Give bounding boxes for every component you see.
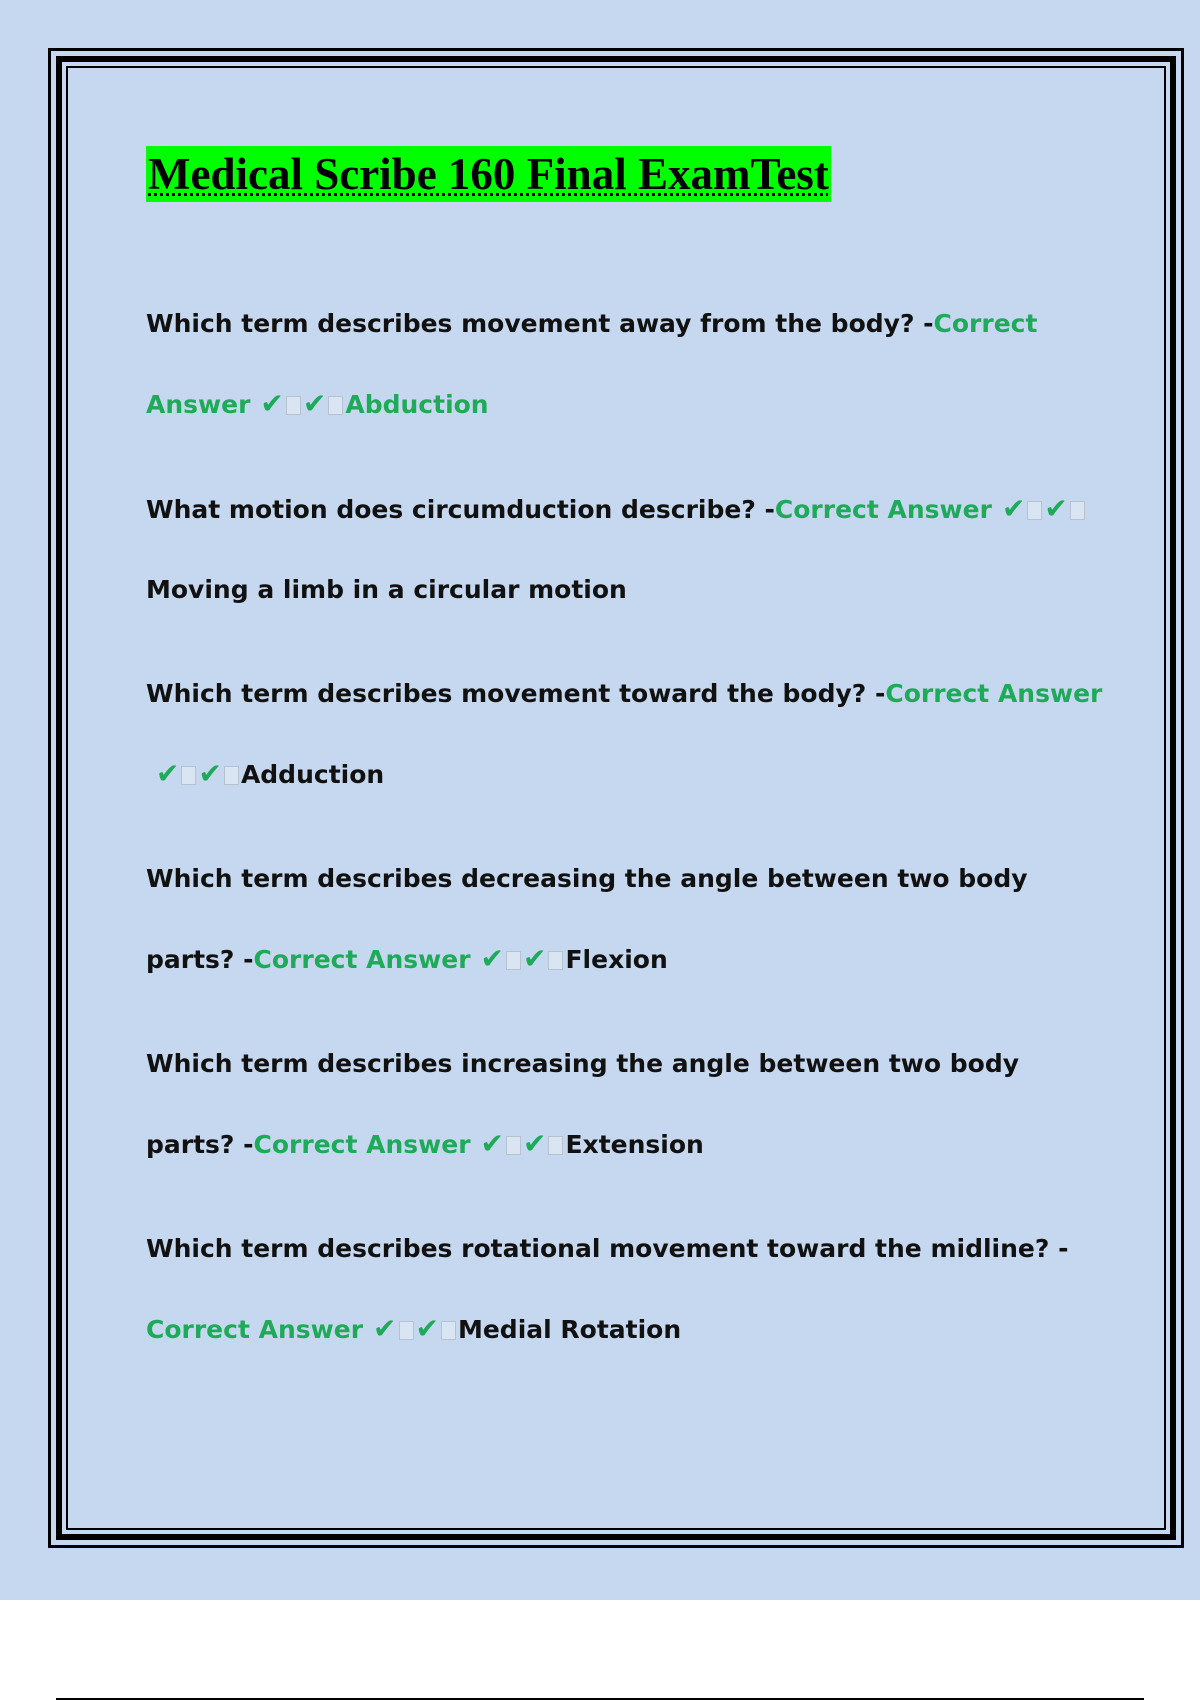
qa-item (146, 1209, 1106, 1370)
answer-text: Extension (565, 1130, 704, 1159)
missing-glyph-box (441, 1321, 456, 1340)
document-content (146, 146, 1106, 1370)
check-icon: ✔ (1044, 492, 1068, 525)
missing-glyph-box (286, 396, 301, 415)
missing-glyph-box (1070, 501, 1085, 520)
missing-glyph-box (328, 396, 343, 415)
document-title: Medical Scribe 160 Final ExamTest (146, 146, 831, 202)
question-text: What motion does circumduction describe? - (146, 495, 775, 524)
check-icon: ✔ (523, 942, 547, 975)
answer-text: Moving a limb in a circular motion (146, 575, 627, 604)
check-icon: ✔ (260, 387, 284, 420)
question-text: Which term describes rotational movement toward the midline? - (146, 1234, 1069, 1263)
qa-item (146, 654, 1106, 815)
missing-glyph-box (506, 951, 521, 970)
missing-glyph-box (548, 1136, 563, 1155)
correct-answer-label: Correct Answer (774, 495, 992, 524)
question-text: Which term describes increasing the angle between two body parts? - (146, 1049, 1020, 1159)
answer-text: Adduction (240, 760, 385, 789)
answer-text: Abduction (345, 390, 489, 419)
missing-glyph-box (506, 1136, 521, 1155)
missing-glyph-box (181, 766, 196, 785)
qa-item (146, 1024, 1106, 1185)
check-icon: ✔ (523, 1127, 547, 1160)
correct-answer-label: Correct Answer (253, 945, 471, 974)
correct-answer-label: Correct Answer (146, 309, 1038, 419)
question-text: Which term describes movement away from the body? - (146, 309, 934, 338)
correct-answer-label: Correct Answer (146, 1315, 364, 1344)
check-icon: ✔ (415, 1312, 439, 1345)
missing-glyph-box (548, 951, 563, 970)
qa-item (146, 284, 1106, 445)
check-icon: ✔ (480, 942, 505, 975)
check-icon: ✔ (1001, 492, 1026, 525)
check-icon: ✔ (198, 757, 222, 790)
missing-glyph-box (399, 1321, 414, 1340)
missing-glyph-box (224, 766, 239, 785)
qa-list (146, 284, 1106, 1370)
check-icon: ✔ (373, 1312, 397, 1345)
qa-item (146, 839, 1106, 1000)
question-text: Which term describes decreasing the angle between two body parts? - (146, 864, 1028, 974)
question-text: Which term describes movement toward the body? - (146, 679, 886, 708)
answer-text: Medial Rotation (457, 1315, 682, 1344)
check-icon: ✔ (480, 1127, 505, 1160)
correct-answer-label: Correct Answer (885, 679, 1103, 708)
check-icon: ✔ (302, 387, 327, 420)
qa-item (146, 469, 1106, 630)
answer-text: Flexion (565, 945, 668, 974)
missing-glyph-box (1027, 501, 1042, 520)
correct-answer-label: Correct Answer (253, 1130, 471, 1159)
check-icon: ✔ (156, 757, 180, 790)
